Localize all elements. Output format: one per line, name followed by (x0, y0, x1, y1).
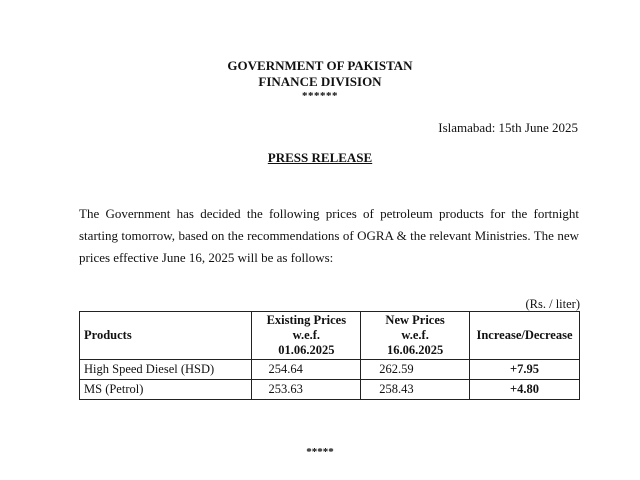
header-new-line: New Prices (385, 313, 445, 327)
footer-stars: ***** (306, 446, 334, 458)
cell-existing-price: 254.64 (252, 360, 361, 380)
cell-product: MS (Petrol) (80, 380, 252, 400)
cell-change: +4.80 (470, 380, 580, 400)
price-table (79, 311, 580, 400)
header-new-prices (361, 312, 470, 360)
header-new-line: 16.06.2025 (386, 343, 444, 357)
header-change: Increase/Decrease (470, 312, 580, 360)
header-division: FINANCE DIVISION (258, 74, 382, 89)
cell-change: +7.95 (470, 360, 580, 380)
cell-product: High Speed Diesel (HSD) (80, 360, 252, 380)
header-government: GOVERNMENT OF PAKISTAN (227, 58, 413, 73)
header-existing-line: Existing Prices (266, 313, 347, 327)
header-existing-line: w.e.f. (292, 328, 321, 342)
table-header-row (80, 312, 580, 360)
header-products: Products (80, 312, 252, 360)
header-stars: ****** (302, 90, 338, 102)
header-existing-prices (252, 312, 361, 360)
header-new-line: w.e.f. (401, 328, 429, 342)
cell-new-price: 262.59 (361, 360, 470, 380)
press-release-title: PRESS RELEASE (267, 150, 373, 165)
table-unit: (Rs. / liter) (525, 297, 580, 311)
body-paragraph: The Government has decided the following prices of petroleum products for the fortnight starting tomorrow, based on the recommendations of OGRA & the relevant Ministries. The new prices effective June 16, 2025 will be as follows: (79, 206, 579, 265)
header-existing-line: 01.06.2025 (278, 343, 335, 357)
cell-new-price: 258.43 (361, 380, 470, 400)
table-row (80, 380, 580, 400)
table-row (80, 360, 580, 380)
place-date: Islamabad: 15th June 2025 (438, 120, 578, 135)
cell-existing-price: 253.63 (252, 380, 361, 400)
